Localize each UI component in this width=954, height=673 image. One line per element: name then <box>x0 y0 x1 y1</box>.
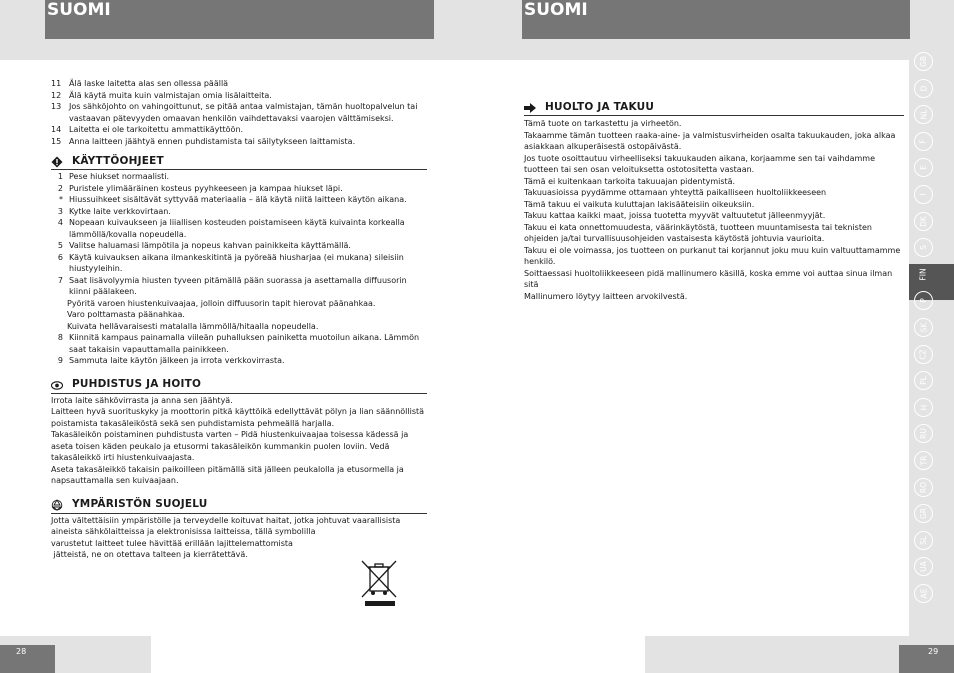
step-text: Pyöritä varoen hiustenkuivaajaa, jolloin diffuusorin tapit hierovat päänahkaa. <box>67 298 376 308</box>
list-item <box>51 101 427 124</box>
warranty-text <box>524 118 904 302</box>
page-number-left: 28 <box>0 645 55 673</box>
warranty-paragraph: Tämä tuote on tarkastettu ja virheetön. <box>524 119 682 128</box>
language-code: GB <box>919 56 928 67</box>
cleaning-paragraph: Aseta takasäleikkö takaisin paikoilleen pitämällä sitä jälleen peukalolla ja etusormella ja napsauttamalla sen kuivaajaan. <box>51 464 404 485</box>
step-number: 5 <box>57 241 63 250</box>
language-code: RO <box>919 481 928 493</box>
step-item <box>51 275 427 298</box>
language-code: CZ <box>919 348 928 360</box>
step-text: Hiussuihkeet sisältävät syttyvää materiaalia – älä käytä niitä laitteen käytön aikana. <box>69 195 407 204</box>
item-text: Jos sähköjohto on vahingoittunut, se pitää antaa valmistajan, tämän huoltopalvelun tai vastaavan pätevyyden omaavan henkilön vaihdettavaksi vaarojen välttämiseksi. <box>69 102 418 123</box>
language-tab-d[interactable] <box>914 79 933 98</box>
language-code: DK <box>918 215 928 227</box>
item-number: 11 <box>51 79 62 88</box>
step-number: * <box>59 195 63 204</box>
step-text: Valitse haluamasi lämpötila ja nopeus kahvan painikkeita käyttämällä. <box>69 241 351 250</box>
language-tab-gb[interactable] <box>914 52 933 71</box>
env-text <box>51 515 427 561</box>
language-code: I <box>919 193 928 196</box>
step-item <box>51 332 427 355</box>
step-number: 6 <box>57 252 63 262</box>
step-number: 1 <box>57 172 63 181</box>
language-code: NL <box>918 109 928 120</box>
warranty-paragraph: Takuuasioissa pyydämme ottamaan yhteyttä paikalliseen huoltoliikkeeseen <box>524 188 827 197</box>
step-item <box>51 240 427 252</box>
list-item <box>51 124 427 136</box>
step-number: 9 <box>57 356 63 365</box>
section-cleaning-heading <box>51 378 427 394</box>
page-title-left: SUOMI <box>45 0 434 39</box>
language-code: P <box>919 298 928 304</box>
step-text: Kuivata hellävaraisesti matalalla lämmöllä/hitaalla nopeudella. <box>67 321 319 331</box>
crossed-bin-icon <box>359 559 399 612</box>
step-number: 2 <box>57 183 63 193</box>
step-number <box>51 321 55 333</box>
language-tab-h[interactable] <box>914 398 933 417</box>
step-item <box>51 355 427 367</box>
cleaning-text <box>51 395 427 487</box>
step-number: 7 <box>57 275 63 285</box>
language-code: SL <box>918 535 928 545</box>
usage-steps <box>51 171 427 367</box>
step-item <box>51 171 427 183</box>
step-number <box>51 298 55 310</box>
language-tab-ro[interactable] <box>914 478 933 497</box>
item-number: 13 <box>51 102 62 111</box>
step-item <box>51 206 427 218</box>
section-warranty-heading <box>524 100 904 116</box>
warranty-paragraph: Takuu kattaa kaikki maat, joissa tuotetta myyvät valtuutetut jälleenmyyjät. <box>524 211 826 220</box>
language-tab-sl[interactable] <box>914 531 933 550</box>
step-item <box>51 309 427 321</box>
language-code: S <box>918 245 928 251</box>
step-number: 4 <box>57 218 63 227</box>
step-text: Puristele ylimääräinen kosteus pyyhkeeseen ja kampaa hiukset läpi. <box>69 183 343 193</box>
env-paragraph: jätteistä, ne on otettava talteen ja kierrätettävä. <box>51 550 248 559</box>
step-item <box>51 252 427 275</box>
step-item <box>51 321 427 333</box>
step-item <box>51 298 427 310</box>
step-text: Varo polttamasta päänahkaa. <box>67 310 185 319</box>
item-text: Älä käytä muita kuin valmistajan omia lisälaitteita. <box>69 90 272 100</box>
step-text: Käytä kuivauksen aikana ilmankeskitintä ja pyöreää hiusharjaa (ei mukana) sileisiin hiustyyleihin. <box>69 252 404 273</box>
recycle-icon <box>51 499 63 511</box>
page-number-right: 29 <box>899 645 954 673</box>
item-text: Laitetta ei ole tarkoitettu ammattikäyttöön. <box>69 125 244 134</box>
step-number: 3 <box>57 206 63 216</box>
warranty-paragraph: Tämä takuu ei vaikuta kuluttajan lakisääteisiin oikeuksiin. <box>524 199 755 209</box>
language-code: F <box>918 139 928 144</box>
language-code: D <box>919 85 928 91</box>
cleaning-title: PUHDISTUS JA HOITO <box>72 378 202 391</box>
language-tab-ae[interactable] <box>914 584 933 603</box>
warranty-paragraph: Takuu ei kata onnettomuudesta, väärinkäytöstä, tuotteen muuntamisesta tai teknisten ohjeiden ja/tai turvallisuusohjeiden vastaisesta käytöstä johtuvia vaurioita. <box>524 222 872 243</box>
warranty-title: HUOLTO JA TAKUU <box>545 100 655 113</box>
page-title-right: SUOMI <box>522 0 910 39</box>
cleaning-paragraph: Irrota laite sähkövirrasta ja anna sen jäähtyä. <box>51 395 233 405</box>
usage-title: KÄYTTÖOHJEET <box>72 154 164 167</box>
right-column <box>524 100 904 302</box>
step-number: 8 <box>57 333 63 342</box>
language-tab-f[interactable] <box>914 132 933 151</box>
language-tab-fin[interactable] <box>914 265 933 284</box>
item-text: Anna laitteen jäähtyä ennen puhdistamista tai säilytykseen laittamista. <box>69 136 356 146</box>
step-number <box>51 309 55 321</box>
item-number: 12 <box>51 90 62 100</box>
step-text: Sammuta laite käytön jälkeen ja irrota verkkovirrasta. <box>69 356 285 365</box>
language-tab-sk[interactable] <box>914 318 933 337</box>
language-tab-cz[interactable] <box>914 345 933 364</box>
list-item <box>51 78 427 90</box>
language-code: AE <box>919 588 928 599</box>
arrow-right-icon <box>524 102 536 114</box>
language-code: PL <box>918 376 928 386</box>
step-text: Kiinnitä kampaus painamalla viileän puhalluksen painiketta muotoilun aikana. Lämmön saat takaisin vapauttamalla painikkeen. <box>69 333 420 354</box>
language-tab-dk[interactable] <box>914 212 933 231</box>
section-usage-heading <box>51 154 427 170</box>
eye-icon <box>51 379 63 391</box>
list-item <box>51 136 427 148</box>
step-item <box>51 217 427 240</box>
warranty-paragraph: Takaamme tämän tuotteen raaka-aine- ja valmistusvirheiden osalta takuukauden, joka alkaa asiakkaan alkuperäisestä ostopäivästä. <box>524 130 896 151</box>
env-paragraph: Jotta vältettäisiin ympäristölle ja terveydelle koituvat haitat, jotka johtuvat vaarallisista aineista sähkölaitteissa ja elektronisissa laitteissa, tällä symbolilla <box>51 515 401 536</box>
list-item <box>51 90 427 102</box>
language-tab-i[interactable] <box>914 185 933 204</box>
left-column <box>51 78 427 561</box>
language-code: SK <box>919 322 928 333</box>
language-code: RU <box>918 428 928 440</box>
language-code: E <box>919 165 928 171</box>
language-code: GR <box>919 508 928 520</box>
language-code: FIN <box>918 268 928 281</box>
warranty-paragraph: Mallinumero löytyy laitteen arvokilvestä. <box>524 291 688 301</box>
step-item <box>51 183 427 195</box>
warning-icon <box>51 156 63 168</box>
item-number: 14 <box>51 125 62 134</box>
warranty-paragraph: Tämä ei kuitenkaan tarkoita takuuajan pidentymistä. <box>524 176 736 186</box>
language-tab-tr[interactable] <box>914 451 933 470</box>
env-paragraph: varustetut laitteet tulee hävittää erillään lajittelemattomista <box>51 538 293 548</box>
step-text: Pese hiukset normaalisti. <box>69 172 170 181</box>
item-number: 15 <box>51 136 62 146</box>
env-title: YMPÄRISTÖN SUOJELU <box>72 498 208 511</box>
warranty-paragraph: Soittaessasi huoltoliikkeeseen pidä mallinumero käsillä, koska emme voi auttaa sinua ilman sitä <box>524 268 893 289</box>
warranty-paragraph: Jos tuote osoittautuu virheelliseksi takuukauden aikana, korjaamme sen tai vaihdamme tuotteen tai sen osan veloituksetta ostotositetta vastaan. <box>524 153 876 174</box>
item-text: Älä laske laitetta alas sen ollessa päällä <box>69 79 229 88</box>
language-code: H <box>918 404 928 411</box>
cleaning-paragraph: Takasäleikön poistaminen puhdistusta varten – Pidä hiustenkuivaajaa toisessa kädessä ja aseta toisen käden peukalo ja etusormi takasäleikön kummankin puolen loviin. Vedä takasäleikkö irti hiustenkuivaajasta. <box>51 430 409 462</box>
step-text: Kytke laite verkkovirtaan. <box>69 206 171 216</box>
language-code: UA <box>919 561 928 573</box>
cleaning-paragraph: Laitteen hyvä suorituskyky ja moottorin pitkä käyttöikä edellyttävät pölyn ja lian säännöllistä poistamista takasäleiköstä sekä sen puhdistamista pehmeällä harjalla. <box>51 407 425 428</box>
section-env-heading <box>51 498 427 514</box>
step-text: Nopeaan kuivaukseen ja liiallisen kosteuden poistamiseen käytä kuivainta korkealla lämmöllä/kovalla nopeudella. <box>69 218 405 239</box>
step-text: Saat lisävolyymia hiusten tyveen pitämällä pään suorassa ja asettamalla diffuusorin kiinni päälakeen. <box>69 275 407 296</box>
step-item <box>51 194 427 206</box>
language-code: TR <box>918 455 928 466</box>
warranty-paragraph: Takuu ei ole voimassa, jos tuotteen on purkanut tai korjannut joku muu kuin valtuuttamamme henkilö. <box>524 245 901 266</box>
safety-list <box>51 78 427 147</box>
